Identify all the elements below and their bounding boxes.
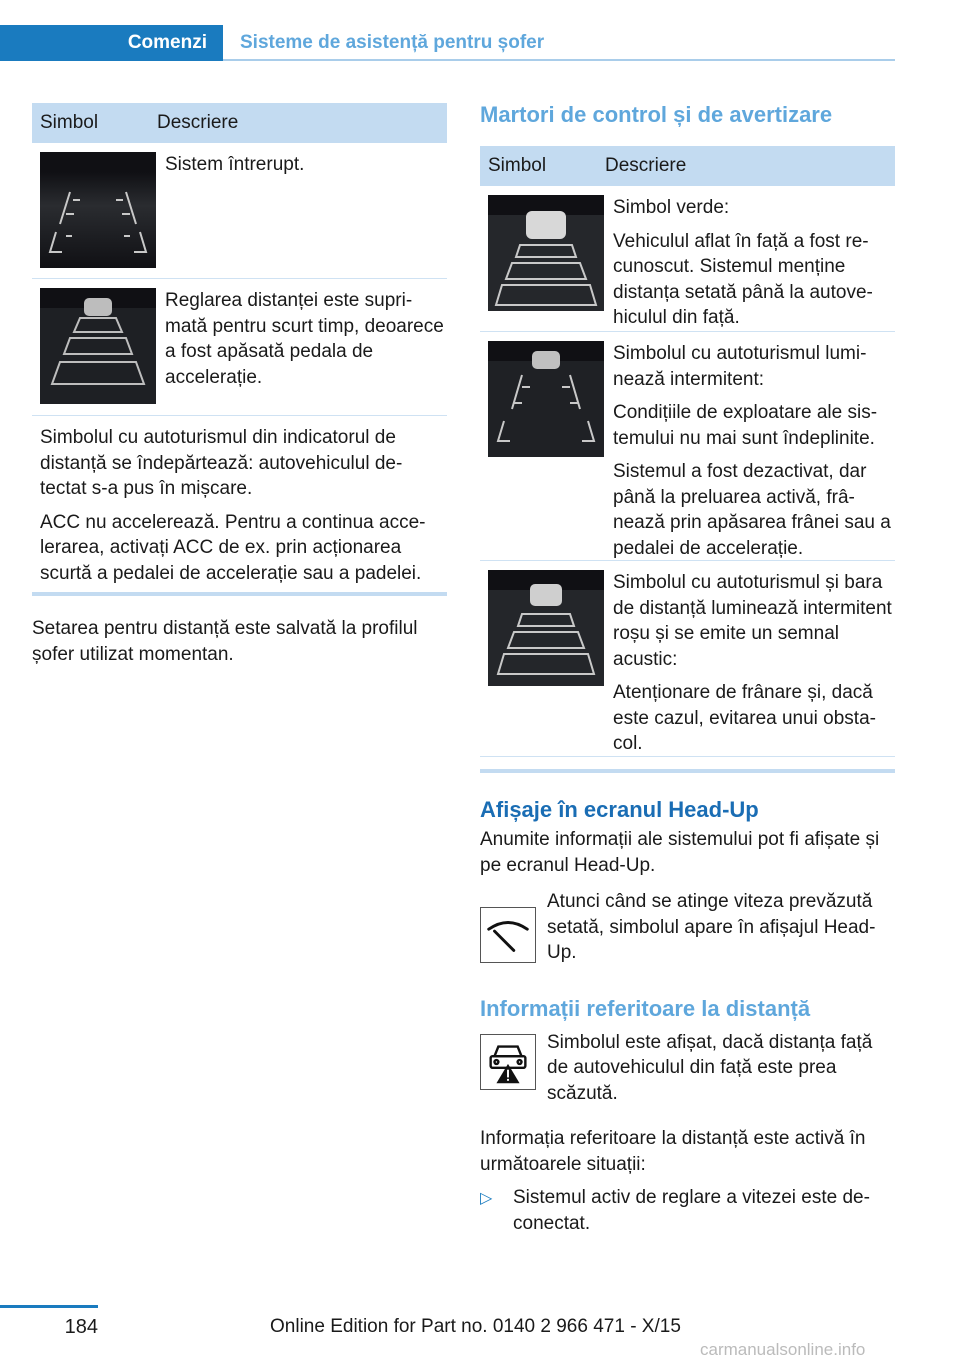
page-number: 184 [64,1316,98,1338]
row-paragraph: Condițiile de exploatare ale sistemului nu mai sunt îndeplinite. [613,402,878,449]
table-row-full [32,416,447,592]
table-header [480,146,895,186]
distance-warning-icon [480,1034,536,1090]
edition-text: Online Edition for Part no. 0140 2 966 471 - X/15 [270,1316,681,1337]
table-row [480,186,895,332]
vehicle-flashing-icon [488,341,604,457]
row-description: Reglarea distanței este suprimată pentru scurt timp, deoarece a fost apăsată pedala de accelerație. [165,290,444,388]
table-row [480,561,895,757]
col-header-description: Descriere [605,155,687,176]
bullet-marker: ▷ [480,1190,493,1207]
acc-accel-override-icon [40,288,156,404]
list-item [480,1185,895,1236]
row-paragraph: Sistemul a fost dezactivat, dar până la preluarea activă, frânează prin apăsarea frânei sau a pedalei de accelerație. [613,461,891,559]
hud-icon-block [480,889,895,966]
col-header-description: Descriere [157,112,239,133]
row-description [613,195,895,331]
row-paragraph: Atenționare de frânare și, dacă este cazul, evitarea unui obstacol. [613,682,876,754]
vehicle-detected-green-icon [488,195,604,311]
table-row [32,279,447,416]
bullet-text: Sistemul activ de reglare a vitezei este deconectat. [513,1187,870,1234]
note-paragraph: Setarea pentru distanță este salvată la profilul șofer utilizat momentan. [32,618,418,665]
row-description [613,341,895,560]
hud-intro: Anumite informații ale sistemului pot fi afișate și pe ecranul Head-Up. [480,829,880,876]
row-paragraph: Vehiculul aflat în față a fost recunoscut. Sistemul menține distanța setată până la autovehiculul din față. [613,230,873,328]
left-column [32,103,447,667]
footer-divider [0,1305,98,1308]
table-row [32,143,447,279]
row-paragraph: Simbolul cu autoturismul luminează intermitent: [613,343,867,390]
row-paragraph: Simbolul cu autoturismul și bara de distanță luminează intermitent roșu și se emite un semnal acustic: [613,572,892,670]
row-description [613,570,895,756]
table-end-line [480,769,895,773]
watermark: carmanualsonline.info [700,1340,866,1359]
col-header-symbol: Simbol [488,155,547,176]
col-header-symbol: Simbol [40,112,99,133]
table-row [480,332,895,561]
row-paragraph: Simbolul cu autoturismul din indicatorul de distanță se îndepărtează: autovehiculul detectat s-a pus în mișcare. [40,427,403,499]
page-header [0,25,895,61]
row-paragraph: Simbol verde: [613,197,730,218]
table-end-line [32,592,447,596]
right-column [480,102,895,1236]
chapter-tab: Comenzi [0,25,223,61]
hud-icon-text: Atunci când se atinge viteza prevăzută setată, simbolul apare în afișajul Head-Up. [547,891,876,963]
distance-icon-block [480,1030,895,1107]
acc-interrupted-icon [40,152,156,268]
header-divider [223,59,895,61]
section-title: Sisteme de asistență pentru șofer [240,32,545,53]
section-heading: Martori de control și de avertizare [480,102,833,127]
distance-paragraph: Informația referitoare la distanță este activă în următoarele situații: [480,1128,866,1175]
distance-icon-text: Simbolul este afișat, dacă distanța față de autovehiculul din față este prea scăzută. [547,1031,873,1104]
speed-reached-icon [480,907,536,963]
table-header [32,103,447,143]
row-description: Sistem întrerupt. [165,154,305,175]
distance-heading: Informații referitoare la distanță [480,995,811,1021]
row-paragraph: ACC nu accelerează. Pentru a continua accelerarea, activați ACC de ex. prin acționarea scurtă a pedalei de accelerație sau a padelei. [40,511,426,584]
hud-heading: Afișaje în ecranul Head-Up [480,797,759,822]
vehicle-red-warning-icon [488,570,604,686]
